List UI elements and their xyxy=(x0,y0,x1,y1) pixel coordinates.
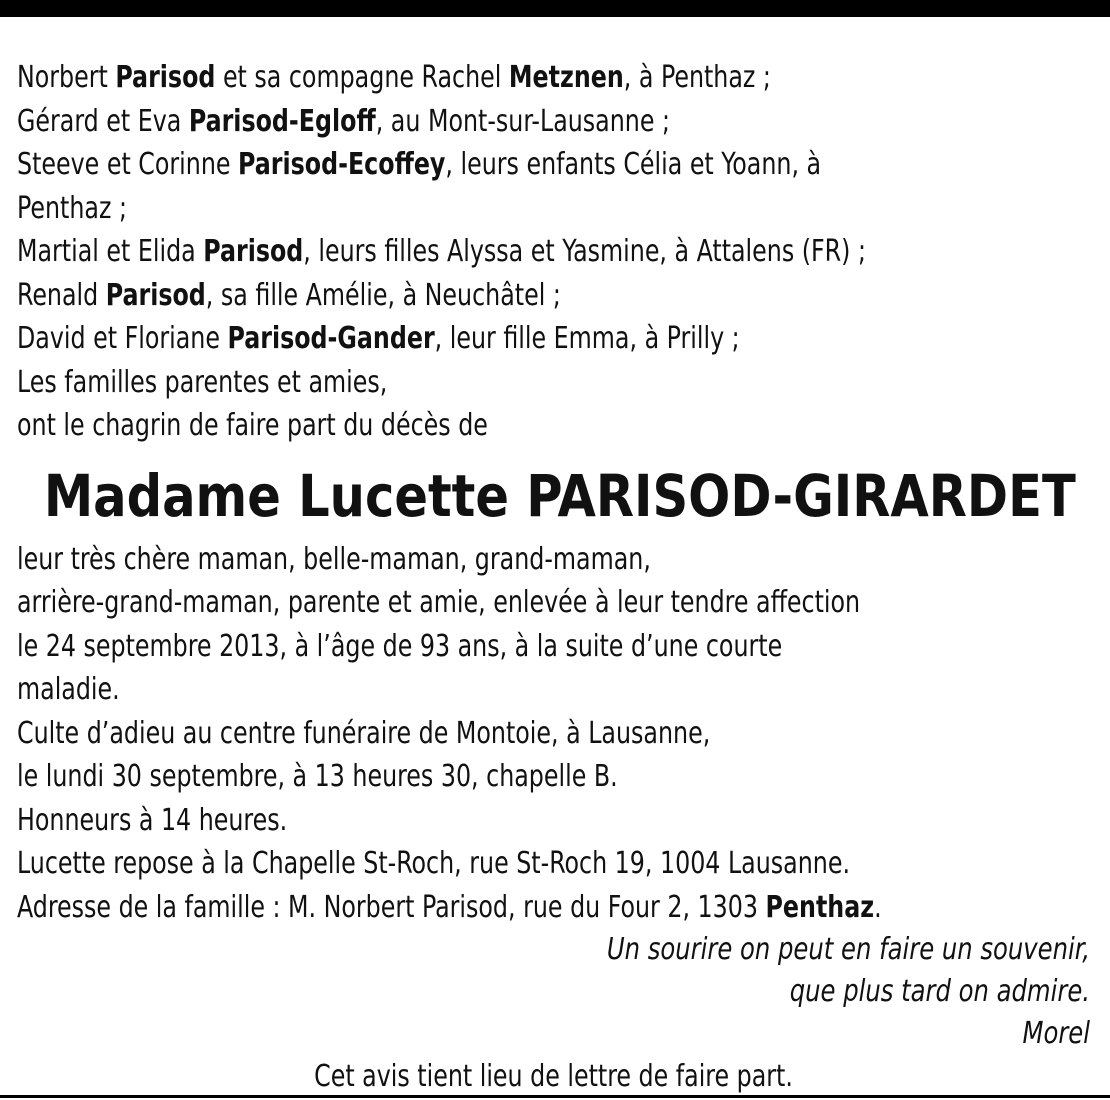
family-surname: Parisod xyxy=(203,234,304,269)
family-surname: Parisod xyxy=(105,277,206,313)
text: Gérard et Eva xyxy=(17,103,189,139)
text: Penthaz ; xyxy=(17,190,127,226)
deceased-name: Madame Lucette PARISOD-GIRARDET xyxy=(43,461,1076,530)
body-line: maladie. xyxy=(17,672,120,707)
family-surname: Metznen xyxy=(508,60,624,95)
text: . xyxy=(874,889,882,925)
quote-line: que plus tard on admire. xyxy=(789,974,1090,1009)
text: ont le chagrin de faire part du décès de xyxy=(17,408,488,443)
body-line: Lucette repose à la Chapelle St-Roch, rue St-Roch 19, 1004 Lausanne. xyxy=(17,846,851,881)
family-surname: Parisod-Egloff xyxy=(188,103,376,139)
quote-line: Un sourire on peut en faire un souvenir, xyxy=(606,932,1090,967)
top-rule xyxy=(0,0,1110,17)
text: , leurs enfants Célia et Yoann, à xyxy=(445,147,822,182)
family-line xyxy=(17,143,961,187)
family-line xyxy=(17,56,961,100)
family-line xyxy=(17,230,961,274)
text: , leur fille Emma, à Prilly ; xyxy=(434,321,740,356)
family-line xyxy=(17,361,961,405)
body-line: leur très chère maman, belle-maman, grand-maman, xyxy=(17,541,651,577)
family-address xyxy=(17,886,961,930)
family-surname: Parisod xyxy=(115,60,216,95)
family-line xyxy=(17,274,961,318)
body-line: le lundi 30 septembre, à 13 heures 30, chapelle B. xyxy=(17,759,618,794)
text: Norbert xyxy=(17,60,116,95)
closing-note: Cet avis tient lieu de lettre de faire part. xyxy=(314,1059,793,1094)
body-line: le 24 septembre 2013, à l’âge de 93 ans, à la suite d’une courte xyxy=(17,628,783,664)
family-line xyxy=(17,187,961,231)
family-surname: Parisod-Gander xyxy=(227,321,435,356)
family-line xyxy=(17,317,961,361)
text: et sa compagne Rachel xyxy=(215,60,509,95)
text: Martial et Elida xyxy=(17,234,204,269)
family-line xyxy=(17,404,961,448)
text: Les familles parentes et amies, xyxy=(17,364,388,400)
body-line: Honneurs à 14 heures. xyxy=(17,802,288,838)
family-line xyxy=(17,100,961,144)
text: , à Penthaz ; xyxy=(623,60,771,95)
quote-author: Morel xyxy=(1022,1016,1090,1051)
text: , sa fille Amélie, à Neuchâtel ; xyxy=(205,277,561,313)
obituary-notice xyxy=(17,56,1090,1099)
text: David et Floriane xyxy=(17,321,228,356)
address-town: Penthaz xyxy=(765,889,875,925)
text: Steeve et Corinne xyxy=(17,147,239,182)
text: Renald xyxy=(17,277,106,313)
text: , leurs filles Alyssa et Yasmine, à Attalens (FR) ; xyxy=(303,234,866,269)
bottom-rule xyxy=(0,1095,1110,1098)
body-line: Culte d’adieu au centre funéraire de Montoie, à Lausanne, xyxy=(17,715,711,751)
text: Adresse de la famille : M. Norbert Parisod, rue du Four 2, 1303 xyxy=(17,889,766,925)
text: , au Mont-sur-Lausanne ; xyxy=(375,103,671,139)
family-surname: Parisod-Ecoffey xyxy=(238,147,446,182)
body-line: arrière-grand-maman, parente et amie, enlevée à leur tendre affection xyxy=(17,585,861,620)
